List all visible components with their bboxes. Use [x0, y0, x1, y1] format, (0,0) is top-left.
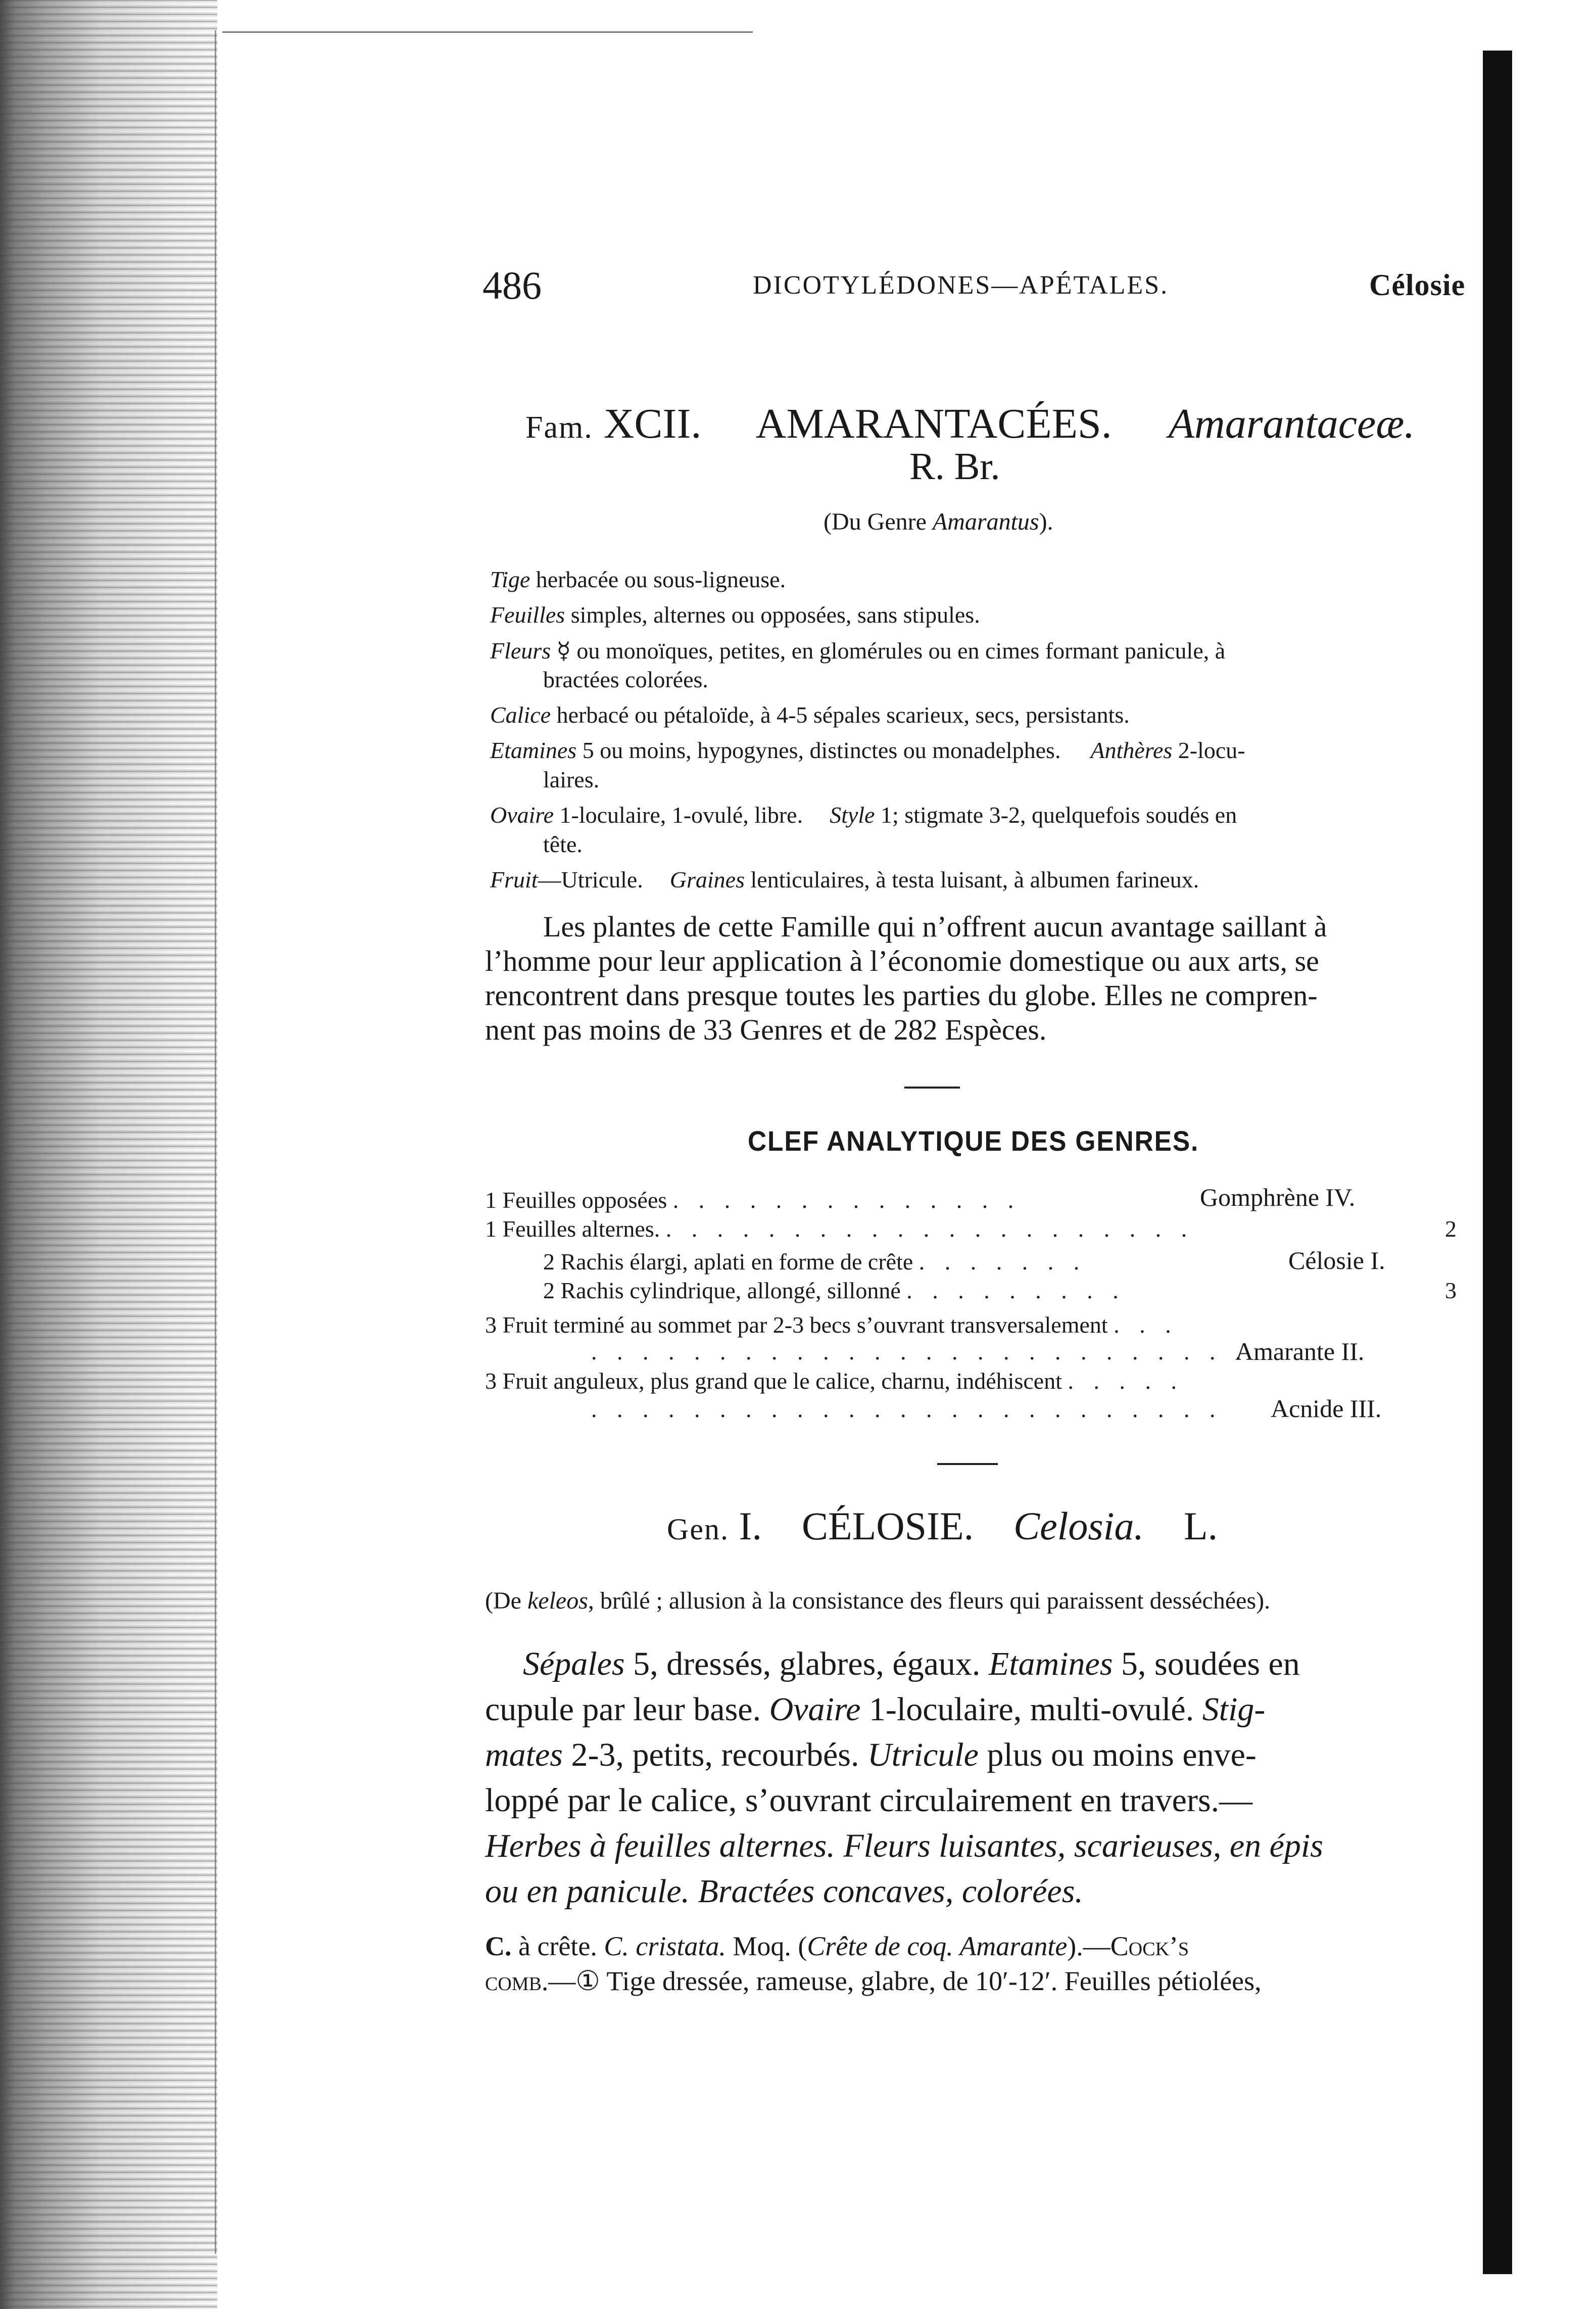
- genus-description-line: [523, 1645, 1300, 1683]
- origin-genus: Amarantus: [932, 508, 1039, 535]
- species-initial: C.: [485, 1931, 512, 1961]
- description-run: plus ou moins enve-: [978, 1736, 1256, 1773]
- species-common: Crête de coq. Amarante: [807, 1931, 1068, 1961]
- character-text: 5 ou moins, hypogynes, distinctes ou monadelphes.: [582, 737, 1061, 763]
- key-result: 2: [1445, 1216, 1457, 1242]
- species-text: ).—: [1067, 1931, 1110, 1961]
- key-row: [591, 1396, 1223, 1423]
- character-text: 1-loculaire, 1-ovulé, libre.: [559, 802, 803, 828]
- key-dots: . . .: [1114, 1312, 1178, 1338]
- character-line: [490, 601, 980, 628]
- genus-description-line: [485, 1872, 1083, 1911]
- paragraph-line: Les plantes de cette Famille qui n’offrent aucun avantage saillant à: [543, 910, 1327, 943]
- page-number: 486: [482, 263, 542, 307]
- paragraph-line: l’homme pour leur application à l’économie domestique ou aux arts, se: [485, 945, 1319, 977]
- adjacent-page-strip: [1512, 0, 1596, 2309]
- character-line: [490, 737, 1245, 764]
- key-row: [485, 1368, 1184, 1394]
- key-dots: . . . . . . . . .: [906, 1278, 1126, 1303]
- genus-heading: [667, 1503, 1218, 1549]
- family-number: XCII.: [603, 400, 702, 447]
- key-dots: . . . . . . . . . . . . . . . . . . . . .: [665, 1216, 1194, 1242]
- key-result: 3: [1445, 1278, 1457, 1303]
- description-run: Stig-: [1202, 1691, 1266, 1728]
- section-divider: [937, 1463, 998, 1465]
- family-name: AMARANTACÉES.: [755, 400, 1112, 447]
- description-run: 1-loculaire, multi-ovulé.: [860, 1691, 1202, 1728]
- origin-prefix: (Du Genre: [824, 508, 933, 535]
- key-text: 3 Fruit terminé au sommet par 2-3 becs s’ouvrant transversalement: [485, 1312, 1108, 1338]
- genus-authority: L.: [1183, 1504, 1218, 1548]
- species-english: comb.: [485, 1966, 549, 1996]
- character-text: 1; stigmate 3-2, quelquefois soudés en: [880, 802, 1237, 828]
- character-continuation: tête.: [543, 831, 583, 857]
- description-run: 5, dressés, glabres, égaux.: [624, 1645, 989, 1682]
- genus-description-line: [485, 1690, 1265, 1729]
- key-row: [485, 1187, 1021, 1213]
- family-origin: [824, 508, 1053, 536]
- description-run: Etamines: [988, 1645, 1113, 1682]
- character-term: Fleurs: [490, 638, 551, 664]
- key-dots: . . . . . . . . . . . . . . . . . . . . . . . . .: [591, 1396, 1223, 1422]
- etym-prefix: (De: [485, 1587, 527, 1614]
- etym-word: keleos: [527, 1587, 588, 1614]
- key-dots: . . . . . . . . . . . . . . . . . . . . . . . . . .: [591, 1339, 1248, 1364]
- species-english: Cock’s: [1110, 1931, 1189, 1961]
- key-text: 2 Rachis élargi, aplati en forme de crête: [543, 1249, 913, 1275]
- genus-description-line: [485, 1781, 1252, 1820]
- description-run: ou en panicule. Bractées concaves, colorées.: [485, 1873, 1083, 1910]
- running-title: DICOTYLÉDONES—APÉTALES.: [753, 271, 1169, 300]
- description-run: 2-3, petits, recourbés.: [562, 1736, 867, 1773]
- key-dots: . . . . . . .: [918, 1249, 1087, 1275]
- character-continuation: laires.: [543, 767, 600, 792]
- character-text: —Utricule.: [538, 867, 643, 892]
- key-text: 1 Feuilles opposées: [485, 1187, 667, 1213]
- running-right-title: Célosie: [1369, 268, 1466, 302]
- character-line: [490, 637, 1225, 664]
- family-label: Fam.: [525, 410, 593, 445]
- key-row: [543, 1277, 1126, 1304]
- character-line: [490, 802, 1237, 828]
- character-term: Style: [830, 802, 875, 828]
- species-text: Moq. (: [726, 1931, 807, 1961]
- character-term: Fruit: [490, 867, 538, 892]
- genus-etymology: [485, 1587, 1270, 1615]
- key-text: 2 Rachis cylindrique, allongé, sillonné: [543, 1278, 901, 1303]
- origin-suffix: ).: [1039, 508, 1053, 535]
- genus-number: I.: [739, 1504, 762, 1548]
- character-term: Etamines: [490, 737, 577, 763]
- character-line: [490, 866, 1199, 893]
- character-term: Feuilles: [490, 602, 565, 628]
- scan-right-shadow: [1483, 51, 1512, 2274]
- key-result: Amarante II.: [1235, 1337, 1365, 1365]
- key-text: 1 Feuilles alternes.: [485, 1216, 660, 1242]
- species-text: —① Tige dressée, rameuse, glabre, de 10′-12′. Feuilles pétiolées,: [548, 1966, 1262, 1996]
- character-text: lenticulaires, à testa luisant, à albumen farineux.: [750, 867, 1199, 892]
- character-text: simples, alternes ou opposées, sans stipules.: [570, 602, 980, 628]
- key-result: Célosie I.: [1288, 1246, 1385, 1275]
- paragraph-line: nent pas moins de 33 Genres et de 282 Espèces.: [485, 1013, 1047, 1046]
- key-row: [485, 1311, 1178, 1338]
- family-heading: [525, 399, 1415, 448]
- key-result: Gomphrène IV.: [1200, 1183, 1356, 1211]
- character-line: [490, 701, 1130, 728]
- genus-latin-name: Celosia.: [1013, 1504, 1144, 1548]
- description-run: Ovaire: [769, 1691, 861, 1728]
- character-text: 2-locu-: [1178, 737, 1245, 763]
- description-run: loppé par le calice, s’ouvrant circulairement en travers.—: [485, 1782, 1253, 1819]
- key-dots: . . . . . . . . . . . . . .: [672, 1187, 1021, 1213]
- genus-description-line: [485, 1736, 1256, 1774]
- character-text: herbacée ou sous-ligneuse.: [536, 567, 786, 592]
- family-latin-name: Amarantaceæ.: [1168, 400, 1415, 447]
- character-term: Tige: [490, 567, 530, 592]
- genus-label: Gen.: [667, 1513, 729, 1546]
- key-row: [485, 1215, 1194, 1242]
- key-text: 3 Fruit anguleux, plus grand que le calice, charnu, indéhiscent: [485, 1368, 1062, 1394]
- description-run: 5, soudées en: [1113, 1645, 1300, 1682]
- etym-rest: , brûlé ; allusion à la consistance des fleurs qui paraissent desséchées).: [588, 1587, 1271, 1614]
- family-authority: R. Br.: [909, 445, 1000, 488]
- species-entry: [485, 1930, 1189, 1962]
- description-run: Sépales: [523, 1645, 625, 1682]
- character-text: herbacé ou pétaloïde, à 4-5 sépales scarieux, secs, persistants.: [556, 702, 1130, 728]
- character-line: [490, 566, 786, 593]
- character-term: Calice: [490, 702, 551, 728]
- description-run: cupule par leur base.: [485, 1691, 769, 1728]
- species-latin: C. cristata.: [604, 1931, 726, 1961]
- description-run: mates: [485, 1736, 563, 1773]
- key-title: CLEF ANALYTIQUE DES GENRES.: [748, 1125, 1199, 1157]
- character-term: Graines: [669, 867, 745, 892]
- description-run: Herbes à feuilles alternes. Fleurs luisantes, scarieuses, en épis: [485, 1827, 1323, 1864]
- genus-description-line: [485, 1827, 1323, 1865]
- key-result: Acnide III.: [1271, 1394, 1382, 1423]
- species-entry-continued: [485, 1965, 1262, 1997]
- key-row: [591, 1338, 1248, 1365]
- character-text: ☿ ou monoïques, petites, en glomérules ou en cimes formant panicule, à: [556, 638, 1226, 664]
- character-term: Anthères: [1090, 737, 1173, 763]
- species-text: à crête.: [511, 1931, 604, 1961]
- paragraph-line: rencontrent dans presque toutes les parties du globe. Elles ne compren-: [485, 979, 1318, 1012]
- character-continuation: bractées colorées.: [543, 667, 708, 692]
- character-term: Ovaire: [490, 802, 554, 828]
- genus-name: CÉLOSIE.: [801, 1504, 974, 1548]
- description-run: Utricule: [867, 1736, 979, 1773]
- key-dots: . . . . .: [1068, 1368, 1184, 1394]
- key-row: [543, 1248, 1086, 1275]
- section-divider: [904, 1087, 960, 1089]
